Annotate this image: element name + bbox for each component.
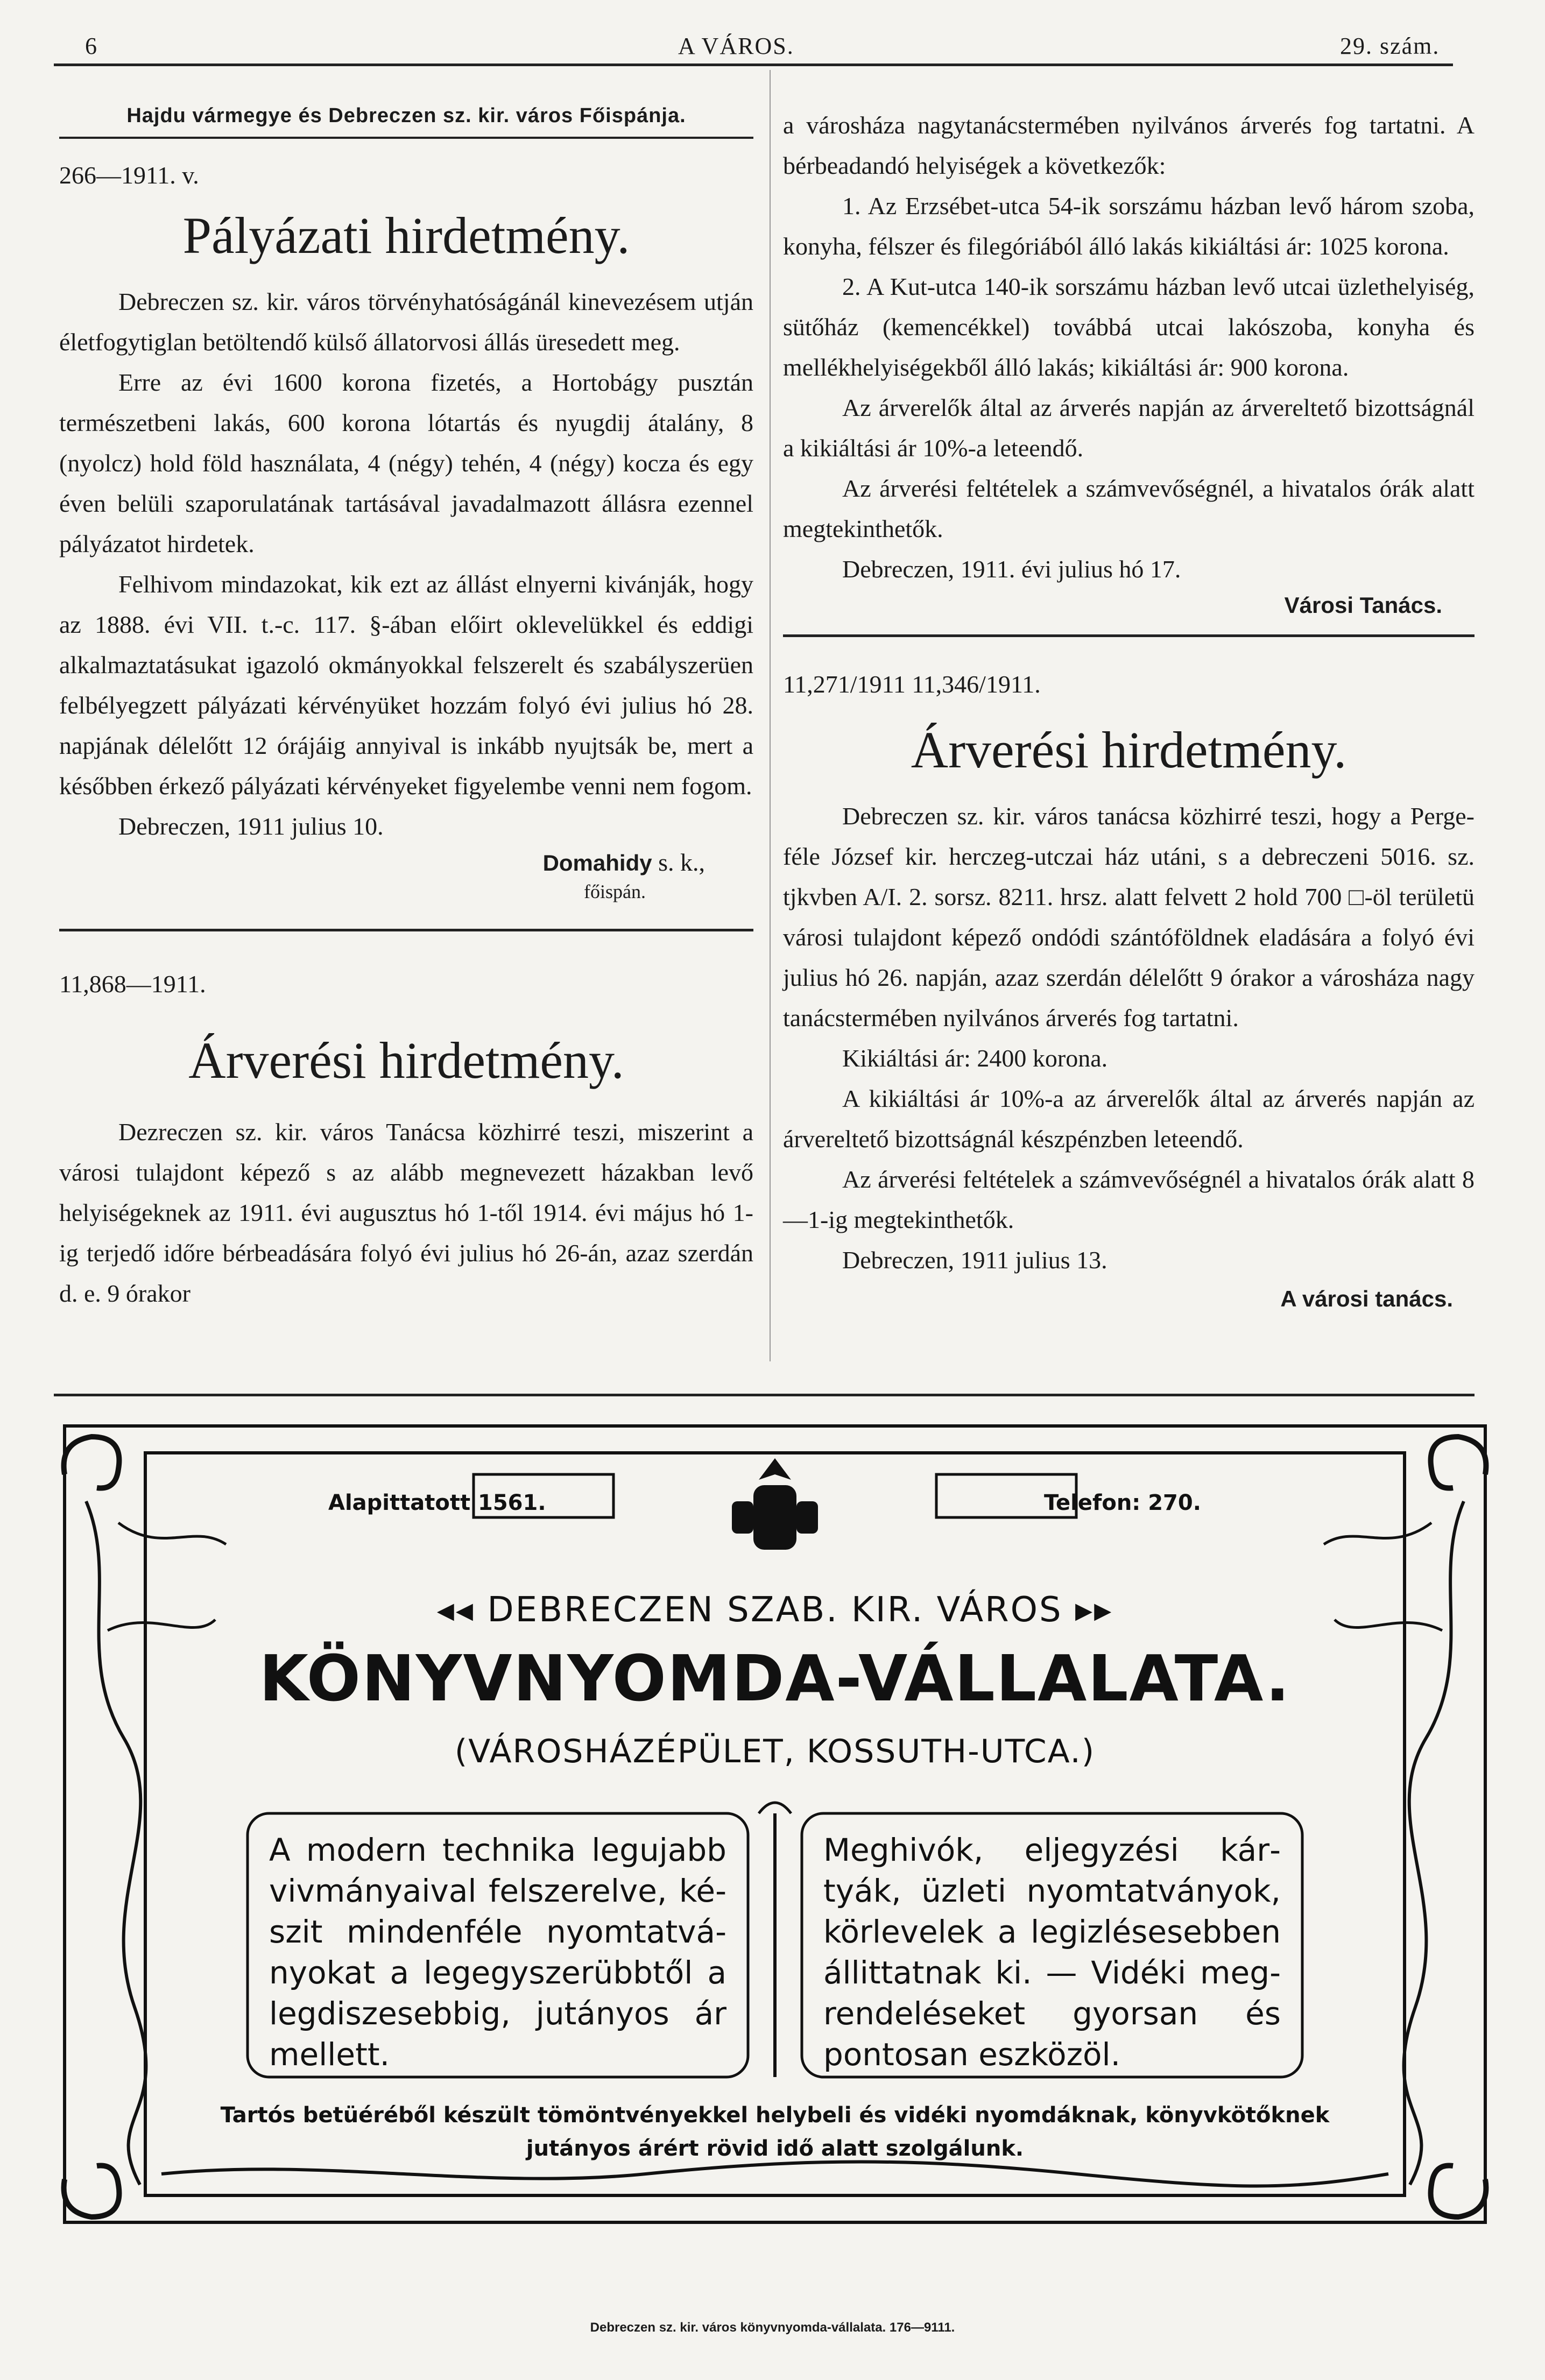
ad-phone: Telefon: 270. [1044,1491,1201,1515]
page-number: 6 [85,33,98,59]
notice3-deposit: A kikiáltási ár 10%-a az árverelők által az árverés napján az árvereltető bizottságnál készpénzben leteendő. [783,1085,1475,1153]
notice1-p2: Erre az évi 1600 korona fizetés, a Hortobágy pusztán természetbeni lakás, 600 korona lótartás és nyugdij átalány, 8 (nyolcz) hold föld használata, 4 (négy) tehén, 4 (négy) kocza és egy éven belüli szaporulatának tartásával javadalmazott állásra ezennel pályázatot hirdetek. [59,369,753,557]
ad-line1-text: DEBRECZEN SZAB. KIR. VÁROS [487,1590,1063,1630]
right-conditions: Az árverési feltételek a számvevőségnél, a hivatalos órák alatt megtekinthetők. [783,475,1475,542]
notice2-p1: Dezreczen sz. kir. város Tanácsa közhirré teszi, miszerint a városi tulajdont képező s az alább megnevezett házakban levő helyiségeknek az 1911. évi augusztus hó 1-től 1914. évi május hó 1-ig terjedő időre bérbeadására folyó évi julius hó 26-án, azaz szerdán d. e. 9 órakor [59,1118,753,1307]
right-deposit: Az árverelők által az árverés napján az árvereltető bizottságnál a kikiáltási ár 10%-a leteendő. [783,394,1475,462]
right-item1: 1. Az Erzsébet-utca 54-ik sorszámu házban levő három szoba, konyha, félszer és filegóriából álló lakás kikiáltási ár: 1025 korona. [783,192,1475,260]
section-rule [59,137,753,139]
notice3-title: Árverési hirdetmény. [911,721,1347,779]
issue-number: 29. szám. [1340,33,1440,59]
ad-top-rule [54,1394,1475,1396]
ad-left-box: A modern technika legujabb vivmányaival felszerelve, készit mindenféle nyomtatványokat a legegyszerübbtől a legdiszesebbig, jutányos ár mellett. [269,1832,726,2073]
notice3-date: Debreczen, 1911 julius 13. [842,1246,1107,1274]
ad-left-arrows: ◂◂ [436,1590,488,1630]
left-column [59,102,753,1313]
notice1-signer: Domahidy [542,850,652,875]
ad-line3: (VÁROSHÁZÉPÜLET, KOSSUTH-UTCA.) [454,1733,1096,1770]
column-divider [770,70,771,1361]
ad-line2: KÖNYVNYOMDA-VÁLLALATA. [259,1641,1291,1715]
right-column [783,105,1475,1318]
header-rule [54,63,1453,66]
section-heading: Hajdu vármegye és Debreczen sz. kir. város Főispánja. [126,104,686,127]
printing-house-advertisement [54,1415,1496,2244]
right-date: Debreczen, 1911. évi julius hó 17. [842,555,1181,583]
notice2-ref: 11,868—1911. [59,970,206,998]
notice1-rule [59,929,753,931]
notice2-title: Árverési hirdetmény. [188,1032,624,1089]
notice1-p1: Debreczen sz. kir. város törvényhatóságánál kinevezésem utján életfogytiglan betöltendő külső állatorvosi állás üresedett meg. [59,288,753,356]
notice3-p1: Debreczen sz. kir. város tanácsa közhirré teszi, hogy a Perge-féle József kir. herczeg-utczai ház utáni, s a debreczeni 5016. sz. tjkvben A/I. 2. sorsz. 8211. hrsz. alatt felvett 2 hold 700 □-öl területü városi tulajdont képező ondódi szántóföldnek eladására a folyó évi julius hó 26. napján, azaz szerdán délelőtt 9 órakor a városháza nagy tanácstermében nyilvános árverés fog tartatni. [783,802,1475,1032]
ad-line1 [54,1590,1496,1630]
notice1-ref: 266—1911. v. [59,161,199,189]
right-rule [783,634,1475,637]
notice3-price: Kikiáltási ár: 2400 korona. [842,1044,1108,1072]
ad-right-arrows: ▸▸ [1062,1590,1113,1630]
notice1-title: Pályázati hirdetmény. [182,207,630,264]
notice1-signer-title: főispán. [584,881,646,902]
notice3-conditions: Az árverési feltételek a számvevőségnél a hivatalos órák alatt 8—1-ig megtekinthetők. [783,1166,1475,1233]
notice3-signer: A városi tanács. [1280,1286,1453,1311]
journal-title: A VÁROS. [678,33,794,59]
ad-bottom-text: Tartós betüéréből készült tömöntvényekkel helybeli és vidéki nyomdáknak, könyvkötőknek jutányos árért rövid idő alatt szolgálunk. [220,2103,1330,2161]
notice3-ref: 11,271/1911 11,346/1911. [783,670,1041,698]
right-signer: Városi Tanács. [1284,592,1442,618]
notice1-signature [59,846,753,879]
notice1-date: Debreczen, 1911 julius 10. [118,813,384,840]
ad-right-box: Meghivók, eljegyzési kártyák, üzleti nyomtatványok, körlevelek a legizlésesebben állittatnak ki. — Vidéki megrendeléseket gyorsan és pontosan eszközöl. [823,1832,1281,2073]
right-cont: a városháza nagytanácstermében nyilvános árverés fog tartatni. A bérbeadandó helyiségek a következők: [783,111,1475,179]
notice1-signer-suffix: s. k., [658,849,705,876]
notice1-p3: Felhivom mindazokat, kik ezt az állást elnyerni kivánják, hogy az 1888. évi VII. t.-c. 117. §-ában előirt oklevelükkel és eddigi alkalmaztatásukat igazoló okmányokkal felszerelt és szabályszerüen felbélyegzett pályázati kérvényüket hozzám folyó évi julius hó 28. napjának délelőtt 12 órájáig annyival is inkább nyujtsák be, mert a későbben érkező pályázati kérvényeket figyelembe venni nem fogom. [59,570,753,800]
ad-founded: Alapittatott 1561. [328,1491,546,1515]
right-item2: 2. A Kut-utca 140-ik sorszámu házban levő utcai üzlethelyiség, sütőház (kemencékkel) továbbá utcai lakószoba, konyha és mellékhelyiségekből álló lakás; kikiáltási ár: 900 korona. [783,273,1475,381]
printer-footer: Debreczen sz. kir. város könyvnyomda-vállalata. 176—9111. [590,2320,955,2335]
